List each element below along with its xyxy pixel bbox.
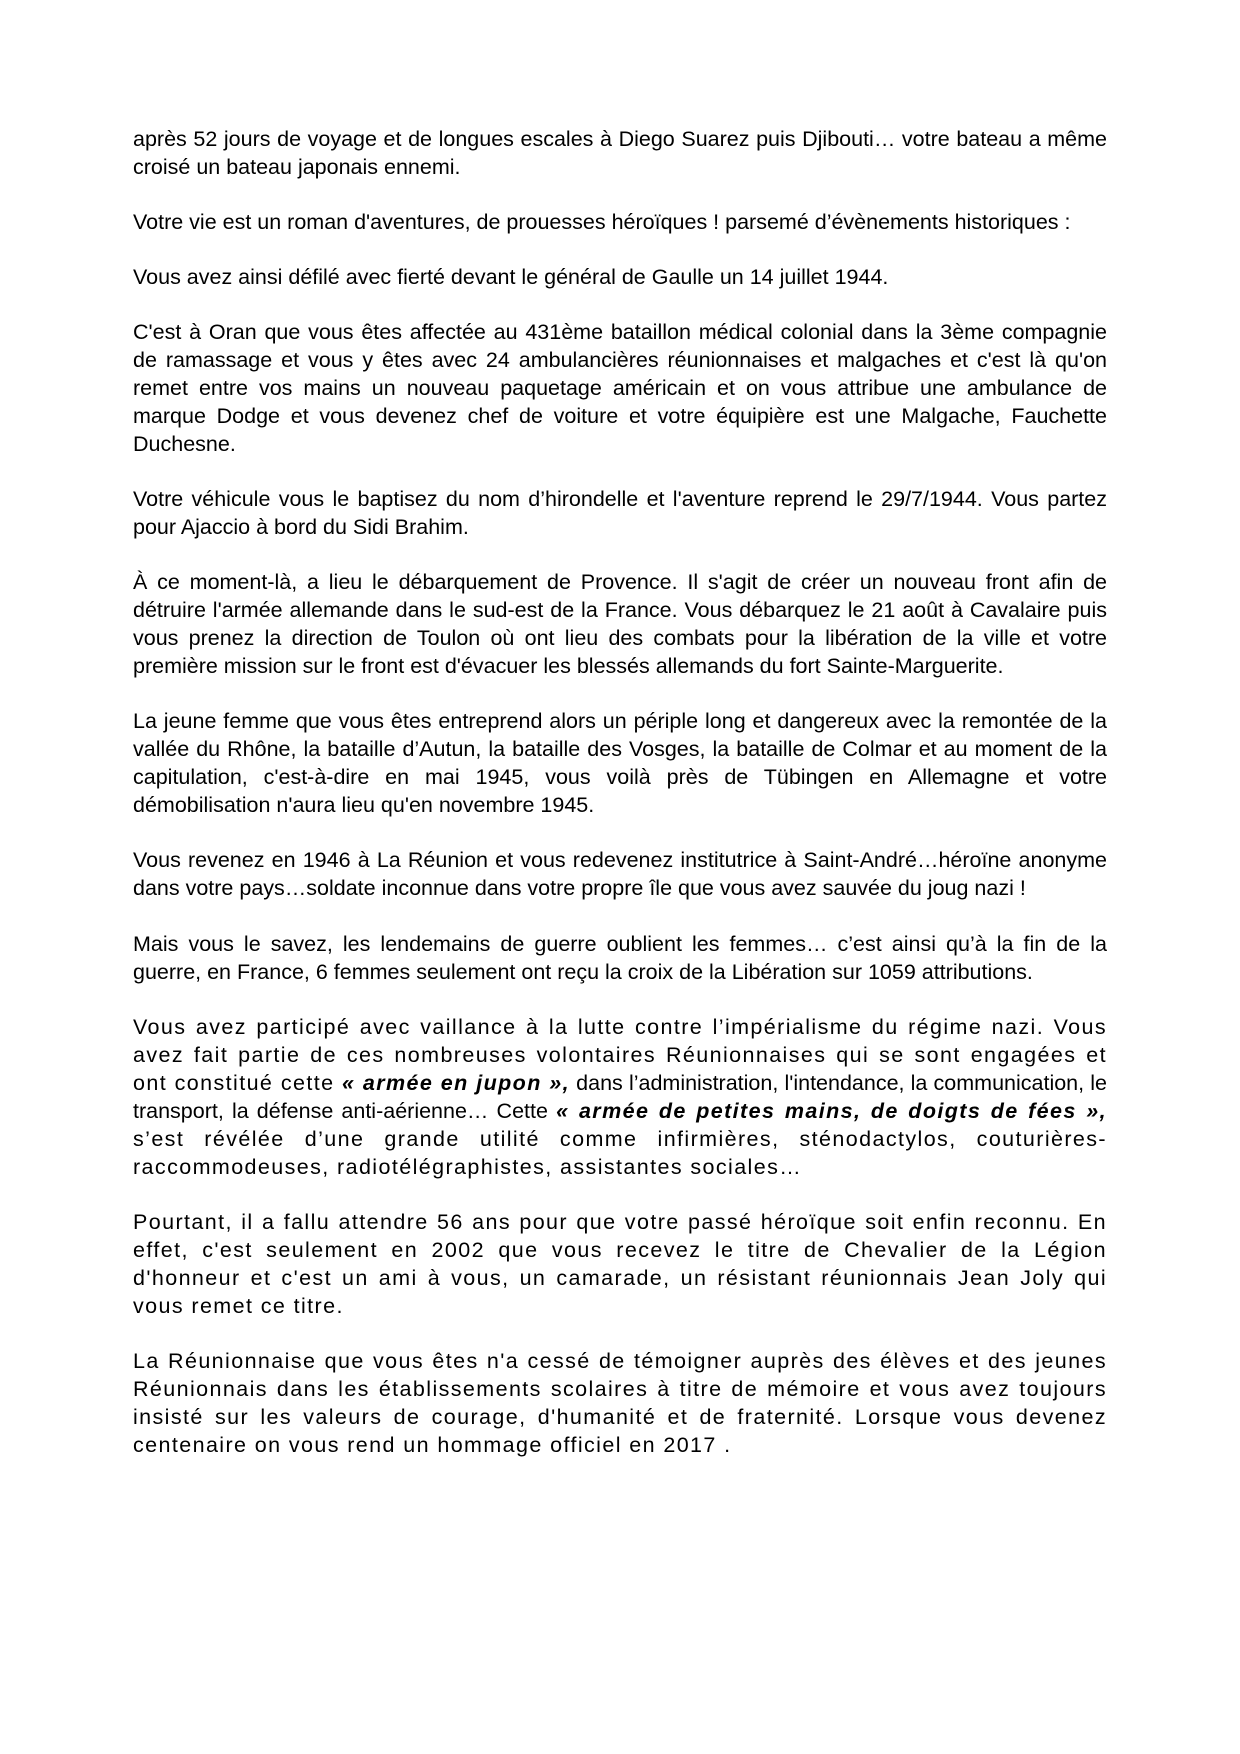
paragraph [133, 263, 1107, 291]
text-run: La jeune femme que vous êtes entreprend alors un périple long et dangereux avec la remontée de la vallée du Rhône, la bataille d’Autun, la bataille des Vosges, la bataille de Colmar et au moment de la capitulation, c'est-à-dire en mai 1945, vous voilà près de Tübingen en Allemagne et votre démobilisation n'aura lieu qu'en novembre 1945. [133, 709, 1107, 817]
paragraph [133, 707, 1107, 819]
paragraph [133, 930, 1107, 986]
paragraph [133, 1208, 1107, 1320]
paragraph [133, 208, 1107, 236]
text-run: après 52 jours de voyage et de longues escales à Diego Suarez puis Djibouti… votre bateau a même croisé un bateau japonais ennemi. [133, 127, 1107, 179]
text-run: Votre véhicule vous le baptisez du nom d’hirondelle et l'aventure reprend le 29/7/1944. Vous partez pour Ajaccio à bord du Sidi Brahim. [133, 487, 1107, 539]
paragraph [133, 846, 1107, 902]
paragraph [133, 568, 1107, 680]
paragraph [133, 1347, 1107, 1459]
text-run: La Réunionnaise que vous êtes n'a cessé de témoigner auprès des élèves et des jeunes Réunionnais dans les établissements scolaires à titre de mémoire et vous avez toujours insisté sur les valeurs de courage, d'humanité et de fraternité. Lorsque vous devenez centenaire on vous rend un hommage officiel en 2017 . [133, 1349, 1107, 1457]
emphasized-quote: « armée de petites mains, de doigts de fées », [556, 1099, 1107, 1123]
text-run: Pourtant, il a fallu attendre 56 ans pour que votre passé héroïque soit enfin reconnu. En effet, c'est seulement en 2002 que vous recevez le titre de Chevalier de la Légion d'honneur et c'est un ami à vous, un camarade, un résistant réunionnais Jean Joly qui vous remet ce titre. [133, 1210, 1107, 1318]
text-run: Votre vie est un roman d'aventures, de prouesses héroïques ! parsemé d’évènements historiques : [133, 210, 1071, 234]
text-run: Vous revenez en 1946 à La Réunion et vous redevenez institutrice à Saint-André…héroïne anonyme dans votre pays…soldate inconnue dans votre propre île que vous avez sauvée du joug nazi ! [133, 848, 1107, 900]
text-run: À ce moment-là, a lieu le débarquement de Provence. Il s'agit de créer un nouveau front afin de détruire l'armée allemande dans le sud-est de la France. Vous débarquez le 21 août à Cavalaire puis vous prenez la direction de Toulon où ont lieu des combats pour la libération de la ville et votre première mission sur le front est d'évacuer les blessés allemands du fort Sainte-Marguerite. [133, 570, 1107, 678]
text-run: Mais vous le savez, les lendemains de guerre oublient les femmes… c’est ainsi qu’à la fin de la guerre, en France, 6 femmes seulement ont reçu la croix de la Libération sur 1059 attributions. [133, 932, 1107, 984]
text-run: s’est révélée d’une grande utilité comme infirmières, sténodactylos, couturières-raccommodeuses, radiotélégraphistes, assistantes sociales… [133, 1127, 1107, 1179]
text-run: dans l’administration, l'intendance, la communication, le transport, la défense anti-aérienne… Cette [133, 1071, 1107, 1123]
paragraph [133, 1013, 1107, 1181]
paragraph [133, 485, 1107, 541]
paragraph [133, 318, 1107, 458]
emphasized-quote: « armée en jupon », [342, 1071, 571, 1095]
paragraph [133, 125, 1107, 181]
text-run: Vous avez participé avec vaillance à la lutte contre l’impérialisme du régime nazi. Vous avez fait partie de ces nombreuses volontaires Réunionnaises qui se sont engagées et ont constitué cette [133, 1015, 1107, 1095]
text-run: C'est à Oran que vous êtes affectée au 431ème bataillon médical colonial dans la 3ème compagnie de ramassage et vous y êtes avec 24 ambulancières réunionnaises et malgaches et c'est là qu'on remet entre vos mains un nouveau paquetage américain et on vous attribue une ambulance de marque Dodge et vous devenez chef de voiture et votre équipière est une Malgache, Fauchette Duchesne. [133, 320, 1107, 456]
text-run: Vous avez ainsi défilé avec fierté devant le général de Gaulle un 14 juillet 1944. [133, 265, 889, 289]
